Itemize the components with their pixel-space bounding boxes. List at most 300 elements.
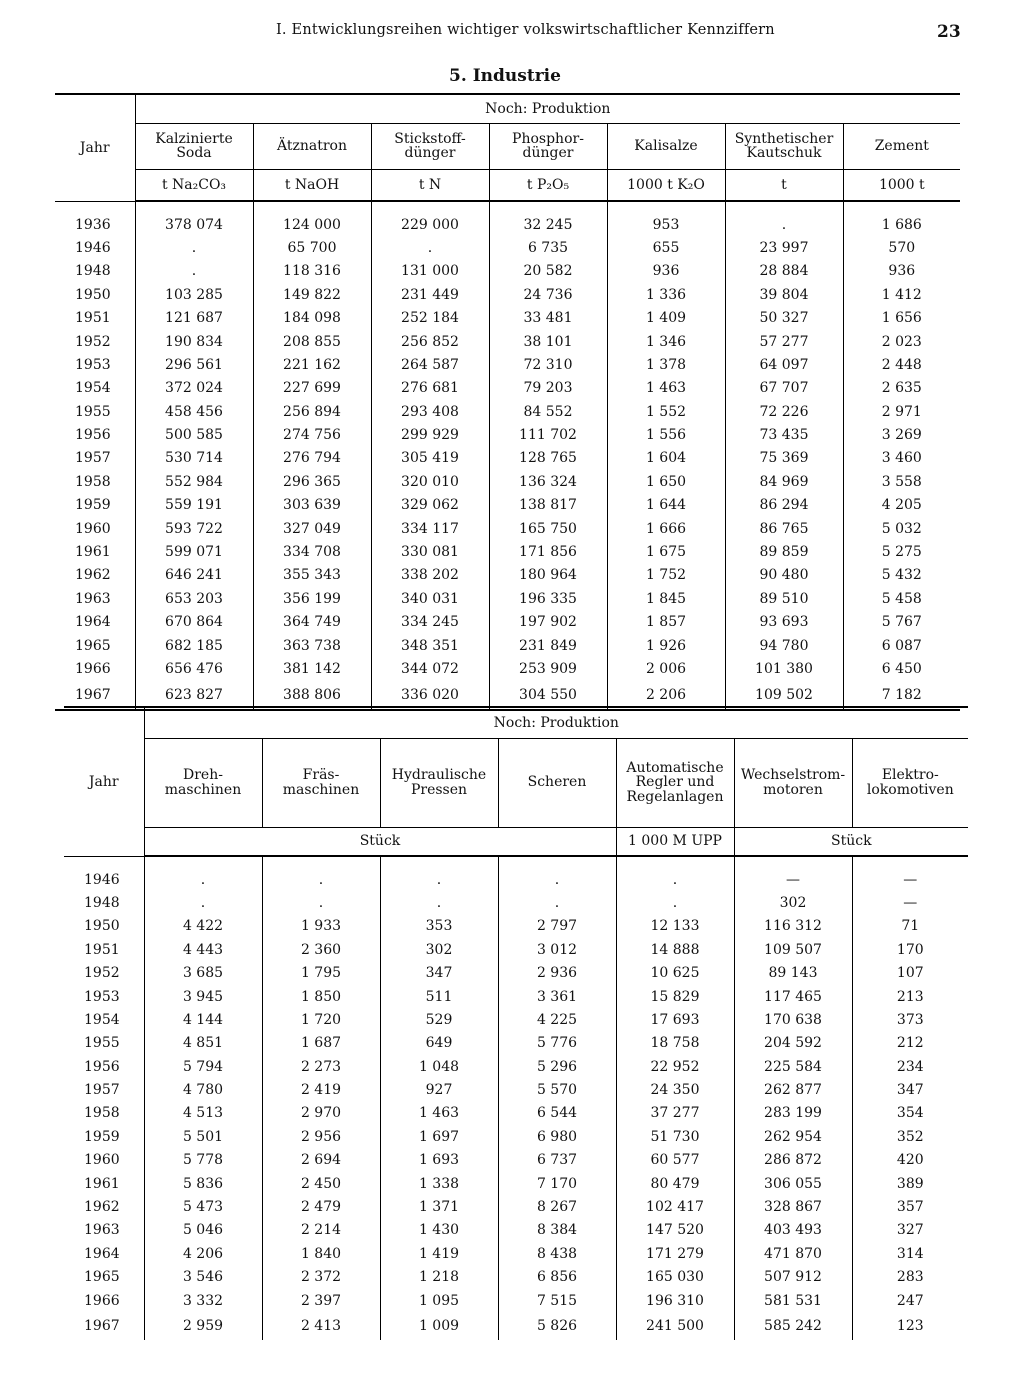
value-cell: 1 686 bbox=[843, 201, 960, 236]
year-cell: 1956 bbox=[75, 427, 111, 444]
value-cell: 3 332 bbox=[144, 1289, 262, 1312]
value-cell: 403 493 bbox=[734, 1219, 852, 1242]
value-cell: 101 380 bbox=[725, 657, 843, 680]
value-cell: 471 870 bbox=[734, 1242, 852, 1265]
value-cell: 67 707 bbox=[725, 377, 843, 400]
value-cell: 1 095 bbox=[380, 1289, 498, 1312]
value-cell: . bbox=[725, 201, 843, 236]
value-cell: 5 794 bbox=[144, 1055, 262, 1078]
value-cell: 363 738 bbox=[253, 634, 371, 657]
value-cell: . bbox=[135, 260, 253, 283]
table-row bbox=[55, 377, 960, 400]
value-cell: 86 765 bbox=[725, 517, 843, 540]
value-cell: 381 142 bbox=[253, 657, 371, 680]
value-cell: 1 687 bbox=[262, 1032, 380, 1055]
value-cell: 252 184 bbox=[371, 307, 489, 330]
table-row bbox=[64, 1312, 968, 1339]
value-cell: 1 697 bbox=[380, 1125, 498, 1148]
table-row bbox=[64, 1055, 968, 1078]
year-cell: 1946 bbox=[84, 872, 120, 889]
value-cell: 117 465 bbox=[734, 985, 852, 1008]
value-cell: 23 997 bbox=[725, 236, 843, 259]
value-cell: 5 570 bbox=[498, 1079, 616, 1102]
value-cell: 1 336 bbox=[607, 283, 725, 306]
value-cell: 3 361 bbox=[498, 985, 616, 1008]
year-cell: 1953 bbox=[75, 356, 111, 373]
year-header: Jahr bbox=[64, 707, 144, 856]
value-cell: 2 635 bbox=[843, 377, 960, 400]
unit-cell: t N bbox=[371, 169, 489, 201]
value-cell: 8 438 bbox=[498, 1242, 616, 1265]
value-cell: 1 850 bbox=[262, 985, 380, 1008]
value-cell: 2 959 bbox=[144, 1312, 262, 1339]
value-cell: 7 515 bbox=[498, 1289, 616, 1312]
value-cell: 51 730 bbox=[616, 1125, 734, 1148]
value-cell: 5 826 bbox=[498, 1312, 616, 1339]
value-cell: 570 bbox=[843, 236, 960, 259]
table-row bbox=[64, 1219, 968, 1242]
table-row bbox=[55, 564, 960, 587]
unit-cell: t NaOH bbox=[253, 169, 371, 201]
value-cell: 231 849 bbox=[489, 634, 607, 657]
table-row bbox=[64, 1172, 968, 1195]
value-cell: 276 794 bbox=[253, 447, 371, 470]
column-header: Dreh-maschinen bbox=[144, 738, 262, 827]
value-cell: 118 316 bbox=[253, 260, 371, 283]
column-header: Kalisalze bbox=[607, 123, 725, 169]
value-cell: 196 335 bbox=[489, 587, 607, 610]
value-cell: 180 964 bbox=[489, 564, 607, 587]
year-cell: 1950 bbox=[75, 286, 111, 303]
value-cell: 123 bbox=[852, 1312, 968, 1339]
value-cell: . bbox=[498, 856, 616, 891]
value-cell: 373 bbox=[852, 1008, 968, 1031]
year-cell: 1959 bbox=[75, 497, 111, 514]
value-cell: 64 097 bbox=[725, 353, 843, 376]
year-cell: 1952 bbox=[84, 965, 120, 982]
value-cell: 5 836 bbox=[144, 1172, 262, 1195]
value-cell: 2 419 bbox=[262, 1079, 380, 1102]
value-cell: 276 681 bbox=[371, 377, 489, 400]
value-cell: 2 450 bbox=[262, 1172, 380, 1195]
value-cell: 2 694 bbox=[262, 1149, 380, 1172]
value-cell: 75 369 bbox=[725, 447, 843, 470]
value-cell: 2 970 bbox=[262, 1102, 380, 1125]
table-row bbox=[64, 985, 968, 1008]
unit-stueck-right: Stück bbox=[734, 827, 968, 856]
value-cell: 2 397 bbox=[262, 1289, 380, 1312]
unit-cell: 1000 t K₂O bbox=[607, 169, 725, 201]
value-cell: 344 072 bbox=[371, 657, 489, 680]
table-row bbox=[64, 1008, 968, 1031]
value-cell: 1 463 bbox=[380, 1102, 498, 1125]
value-cell: . bbox=[616, 856, 734, 891]
value-cell: 302 bbox=[380, 938, 498, 961]
table-row bbox=[64, 1032, 968, 1055]
table-row bbox=[55, 447, 960, 470]
table-row bbox=[55, 611, 960, 634]
table-row bbox=[55, 424, 960, 447]
value-cell: 656 476 bbox=[135, 657, 253, 680]
column-header: Kalzinierte Soda bbox=[135, 123, 253, 169]
value-cell: 138 817 bbox=[489, 494, 607, 517]
value-cell: 231 449 bbox=[371, 283, 489, 306]
value-cell: 6 450 bbox=[843, 657, 960, 680]
value-cell: 10 625 bbox=[616, 962, 734, 985]
value-cell: 247 bbox=[852, 1289, 968, 1312]
value-cell: 241 500 bbox=[616, 1312, 734, 1339]
value-cell: 89 859 bbox=[725, 540, 843, 563]
year-cell: 1946 bbox=[75, 239, 111, 256]
value-cell: 348 351 bbox=[371, 634, 489, 657]
value-cell: 147 520 bbox=[616, 1219, 734, 1242]
value-cell: 65 700 bbox=[253, 236, 371, 259]
value-cell: 585 242 bbox=[734, 1312, 852, 1339]
value-cell: 334 245 bbox=[371, 611, 489, 634]
value-cell: 329 062 bbox=[371, 494, 489, 517]
year-cell: 1936 bbox=[75, 217, 111, 234]
year-cell: 1965 bbox=[84, 1269, 120, 1286]
table-row bbox=[55, 260, 960, 283]
year-cell: 1954 bbox=[75, 380, 111, 397]
value-cell: 296 561 bbox=[135, 353, 253, 376]
value-cell: 5 032 bbox=[843, 517, 960, 540]
value-cell: 347 bbox=[380, 962, 498, 985]
value-cell: 1 556 bbox=[607, 424, 725, 447]
unit-stueck-left: Stück bbox=[144, 827, 616, 856]
value-cell: 170 638 bbox=[734, 1008, 852, 1031]
column-header: Zement bbox=[843, 123, 960, 169]
value-cell: 1 656 bbox=[843, 307, 960, 330]
value-cell: 212 bbox=[852, 1032, 968, 1055]
value-cell: 6 735 bbox=[489, 236, 607, 259]
value-cell: 599 071 bbox=[135, 540, 253, 563]
value-cell: 89 510 bbox=[725, 587, 843, 610]
value-cell: 552 984 bbox=[135, 470, 253, 493]
year-cell: 1953 bbox=[84, 988, 120, 1005]
value-cell: 1 857 bbox=[607, 611, 725, 634]
value-cell: 107 bbox=[852, 962, 968, 985]
value-cell: 50 327 bbox=[725, 307, 843, 330]
table-row bbox=[55, 540, 960, 563]
value-cell: 3 685 bbox=[144, 962, 262, 985]
table-row bbox=[55, 494, 960, 517]
value-cell: 306 055 bbox=[734, 1172, 852, 1195]
value-cell: 5 767 bbox=[843, 611, 960, 634]
year-cell: 1954 bbox=[84, 1011, 120, 1028]
value-cell: 3 546 bbox=[144, 1266, 262, 1289]
value-cell: 72 226 bbox=[725, 400, 843, 423]
value-cell: 1 720 bbox=[262, 1008, 380, 1031]
value-cell: 14 888 bbox=[616, 938, 734, 961]
industry-table-1 bbox=[55, 93, 960, 711]
value-cell: 5 501 bbox=[144, 1125, 262, 1148]
group-header: Noch: Produktion bbox=[135, 94, 960, 123]
value-cell: 511 bbox=[380, 985, 498, 1008]
value-cell: 22 952 bbox=[616, 1055, 734, 1078]
table-row bbox=[55, 400, 960, 423]
value-cell: 653 203 bbox=[135, 587, 253, 610]
value-cell: 4 443 bbox=[144, 938, 262, 961]
value-cell: 5 473 bbox=[144, 1195, 262, 1218]
year-cell: 1958 bbox=[75, 473, 111, 490]
value-cell: . bbox=[144, 891, 262, 914]
value-cell: 529 bbox=[380, 1008, 498, 1031]
unit-upp: 1 000 M UPP bbox=[616, 827, 734, 856]
value-cell: 1 419 bbox=[380, 1242, 498, 1265]
unit-cell: t P₂O₅ bbox=[489, 169, 607, 201]
value-cell: 303 639 bbox=[253, 494, 371, 517]
value-cell: 32 245 bbox=[489, 201, 607, 236]
value-cell: 109 507 bbox=[734, 938, 852, 961]
value-cell: 305 419 bbox=[371, 447, 489, 470]
value-cell: 2 206 bbox=[607, 681, 725, 710]
value-cell: 28 884 bbox=[725, 260, 843, 283]
value-cell: 357 bbox=[852, 1195, 968, 1218]
year-cell: 1948 bbox=[84, 894, 120, 911]
value-cell: 89 143 bbox=[734, 962, 852, 985]
year-header: Jahr bbox=[55, 94, 135, 201]
table-row bbox=[64, 1195, 968, 1218]
table-row bbox=[64, 915, 968, 938]
value-cell: 221 162 bbox=[253, 353, 371, 376]
value-cell: 6 980 bbox=[498, 1125, 616, 1148]
value-cell: 927 bbox=[380, 1079, 498, 1102]
table-row bbox=[55, 353, 960, 376]
value-cell: 2 971 bbox=[843, 400, 960, 423]
value-cell: 670 864 bbox=[135, 611, 253, 634]
value-cell: 121 687 bbox=[135, 307, 253, 330]
table-row bbox=[64, 1289, 968, 1312]
value-cell: 24 736 bbox=[489, 283, 607, 306]
table-row bbox=[64, 1242, 968, 1265]
value-cell: 327 049 bbox=[253, 517, 371, 540]
year-cell: 1959 bbox=[84, 1128, 120, 1145]
value-cell: 327 bbox=[852, 1219, 968, 1242]
year-cell: 1955 bbox=[84, 1035, 120, 1052]
value-cell: 352 bbox=[852, 1125, 968, 1148]
value-cell: 111 702 bbox=[489, 424, 607, 447]
year-cell: 1956 bbox=[84, 1058, 120, 1075]
value-cell: 264 587 bbox=[371, 353, 489, 376]
value-cell: 2 023 bbox=[843, 330, 960, 353]
value-cell: 682 185 bbox=[135, 634, 253, 657]
value-cell: 253 909 bbox=[489, 657, 607, 680]
value-cell: 4 851 bbox=[144, 1032, 262, 1055]
value-cell: . bbox=[616, 891, 734, 914]
value-cell: 5 046 bbox=[144, 1219, 262, 1242]
value-cell: 458 456 bbox=[135, 400, 253, 423]
table-row bbox=[55, 330, 960, 353]
table-row bbox=[64, 1266, 968, 1289]
unit-cell: 1000 t bbox=[843, 169, 960, 201]
value-cell: 1 378 bbox=[607, 353, 725, 376]
value-cell: — bbox=[734, 856, 852, 891]
value-cell: 8 384 bbox=[498, 1219, 616, 1242]
value-cell: 507 912 bbox=[734, 1266, 852, 1289]
value-cell: 340 031 bbox=[371, 587, 489, 610]
value-cell: 33 481 bbox=[489, 307, 607, 330]
value-cell: 3 012 bbox=[498, 938, 616, 961]
value-cell: 378 074 bbox=[135, 201, 253, 236]
year-cell: 1962 bbox=[75, 567, 111, 584]
value-cell: . bbox=[380, 891, 498, 914]
value-cell: 6 856 bbox=[498, 1266, 616, 1289]
value-cell: 500 585 bbox=[135, 424, 253, 447]
value-cell: 1 693 bbox=[380, 1149, 498, 1172]
value-cell: 60 577 bbox=[616, 1149, 734, 1172]
value-cell: 3 269 bbox=[843, 424, 960, 447]
year-cell: 1961 bbox=[75, 544, 111, 561]
year-cell: 1957 bbox=[75, 450, 111, 467]
value-cell: 1 845 bbox=[607, 587, 725, 610]
table-row bbox=[55, 634, 960, 657]
value-cell: 304 550 bbox=[489, 681, 607, 710]
year-cell: 1966 bbox=[75, 660, 111, 677]
value-cell: 314 bbox=[852, 1242, 968, 1265]
value-cell: 15 829 bbox=[616, 985, 734, 1008]
value-cell: 196 310 bbox=[616, 1289, 734, 1312]
value-cell: 1 371 bbox=[380, 1195, 498, 1218]
value-cell: 5 432 bbox=[843, 564, 960, 587]
value-cell: 1 218 bbox=[380, 1266, 498, 1289]
value-cell: 7 182 bbox=[843, 681, 960, 710]
column-header: Phosphor-dünger bbox=[489, 123, 607, 169]
value-cell: 5 275 bbox=[843, 540, 960, 563]
value-cell: 190 834 bbox=[135, 330, 253, 353]
value-cell: 90 480 bbox=[725, 564, 843, 587]
value-cell: 1 933 bbox=[262, 915, 380, 938]
unit-cell: t bbox=[725, 169, 843, 201]
value-cell: 116 312 bbox=[734, 915, 852, 938]
value-cell: 8 267 bbox=[498, 1195, 616, 1218]
value-cell: 293 408 bbox=[371, 400, 489, 423]
value-cell: 93 693 bbox=[725, 611, 843, 634]
value-cell: . bbox=[262, 856, 380, 891]
value-cell: 420 bbox=[852, 1149, 968, 1172]
value-cell: 2 936 bbox=[498, 962, 616, 985]
column-header: Ätznatron bbox=[253, 123, 371, 169]
table-row bbox=[64, 1102, 968, 1125]
value-cell: 262 877 bbox=[734, 1079, 852, 1102]
value-cell: — bbox=[852, 856, 968, 891]
year-cell: 1967 bbox=[55, 681, 135, 710]
value-cell: 6 087 bbox=[843, 634, 960, 657]
year-cell: 1963 bbox=[84, 1222, 120, 1239]
year-cell: 1966 bbox=[84, 1292, 120, 1309]
value-cell: 225 584 bbox=[734, 1055, 852, 1078]
value-cell: 1 675 bbox=[607, 540, 725, 563]
year-cell: 1963 bbox=[75, 590, 111, 607]
value-cell: 286 872 bbox=[734, 1149, 852, 1172]
value-cell: 38 101 bbox=[489, 330, 607, 353]
value-cell: 296 365 bbox=[253, 470, 371, 493]
value-cell: 197 902 bbox=[489, 611, 607, 634]
value-cell: 299 929 bbox=[371, 424, 489, 447]
value-cell: 581 531 bbox=[734, 1289, 852, 1312]
value-cell: 171 279 bbox=[616, 1242, 734, 1265]
value-cell: 649 bbox=[380, 1032, 498, 1055]
value-cell: 73 435 bbox=[725, 424, 843, 447]
value-cell: 2 360 bbox=[262, 938, 380, 961]
value-cell: 1 666 bbox=[607, 517, 725, 540]
value-cell: 7 170 bbox=[498, 1172, 616, 1195]
value-cell: 4 144 bbox=[144, 1008, 262, 1031]
year-cell: 1964 bbox=[84, 1245, 120, 1262]
value-cell: 3 945 bbox=[144, 985, 262, 1008]
value-cell: 389 bbox=[852, 1172, 968, 1195]
value-cell: 1 604 bbox=[607, 447, 725, 470]
value-cell: 2 448 bbox=[843, 353, 960, 376]
value-cell: 1 926 bbox=[607, 634, 725, 657]
industry-table-2 bbox=[64, 706, 968, 1340]
value-cell: 1 409 bbox=[607, 307, 725, 330]
value-cell: 320 010 bbox=[371, 470, 489, 493]
table-row bbox=[55, 236, 960, 259]
value-cell: 330 081 bbox=[371, 540, 489, 563]
value-cell: 936 bbox=[843, 260, 960, 283]
table-row bbox=[64, 1125, 968, 1148]
value-cell: 1 338 bbox=[380, 1172, 498, 1195]
value-cell: 953 bbox=[607, 201, 725, 236]
value-cell: . bbox=[262, 891, 380, 914]
value-cell: 334 708 bbox=[253, 540, 371, 563]
year-cell: 1964 bbox=[75, 614, 111, 631]
year-cell: 1960 bbox=[75, 520, 111, 537]
year-cell: 1951 bbox=[84, 941, 120, 958]
value-cell: 336 020 bbox=[371, 681, 489, 710]
running-title: I. Entwicklungsreihen wichtiger volkswirtschaftlicher Kennziffern bbox=[276, 22, 775, 38]
value-cell: 165 750 bbox=[489, 517, 607, 540]
value-cell: 1 412 bbox=[843, 283, 960, 306]
table-row bbox=[55, 587, 960, 610]
table-row bbox=[55, 470, 960, 493]
value-cell: 86 294 bbox=[725, 494, 843, 517]
table-row bbox=[64, 1149, 968, 1172]
year-cell: 1951 bbox=[75, 310, 111, 327]
value-cell: 103 285 bbox=[135, 283, 253, 306]
value-cell: 1 650 bbox=[607, 470, 725, 493]
value-cell: 84 552 bbox=[489, 400, 607, 423]
value-cell: 356 199 bbox=[253, 587, 371, 610]
year-cell: 1950 bbox=[84, 918, 120, 935]
value-cell: 328 867 bbox=[734, 1195, 852, 1218]
value-cell: 283 199 bbox=[734, 1102, 852, 1125]
year-cell: 1967 bbox=[84, 1317, 120, 1334]
table-row bbox=[55, 201, 960, 236]
value-cell: 131 000 bbox=[371, 260, 489, 283]
value-cell: 234 bbox=[852, 1055, 968, 1078]
value-cell: 5 776 bbox=[498, 1032, 616, 1055]
value-cell: 37 277 bbox=[616, 1102, 734, 1125]
value-cell: 1 009 bbox=[380, 1312, 498, 1339]
value-cell: 4 205 bbox=[843, 494, 960, 517]
value-cell: 17 693 bbox=[616, 1008, 734, 1031]
value-cell: 170 bbox=[852, 938, 968, 961]
value-cell: 347 bbox=[852, 1079, 968, 1102]
value-cell: 2 273 bbox=[262, 1055, 380, 1078]
column-header: Elektro-lokomotiven bbox=[852, 738, 968, 827]
value-cell: 283 bbox=[852, 1266, 968, 1289]
value-cell: 5 458 bbox=[843, 587, 960, 610]
value-cell: 71 bbox=[852, 915, 968, 938]
value-cell: 227 699 bbox=[253, 377, 371, 400]
value-cell: 1 463 bbox=[607, 377, 725, 400]
column-header: Synthetischer Kautschuk bbox=[725, 123, 843, 169]
value-cell: . bbox=[380, 856, 498, 891]
value-cell: 256 852 bbox=[371, 330, 489, 353]
table-row bbox=[55, 657, 960, 680]
